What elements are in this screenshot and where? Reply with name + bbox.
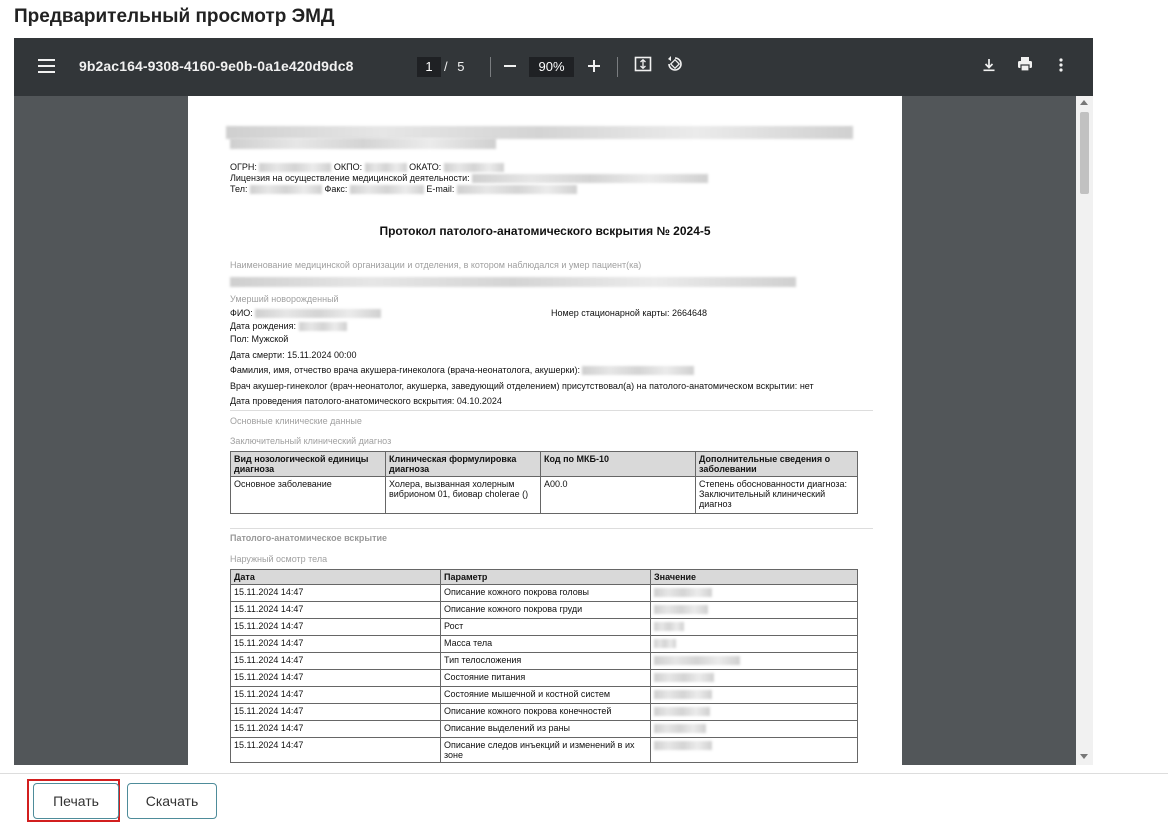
table-row <box>231 670 858 687</box>
redacted-value <box>651 670 858 687</box>
table-cell: Описание кожного покрова груди <box>441 602 651 619</box>
zoom-input[interactable]: 90% <box>529 57 574 77</box>
table-cell: Описание выделений из раны <box>441 721 651 738</box>
download-icon[interactable] <box>977 55 1001 79</box>
table-cell: 15.11.2024 14:47 <box>231 602 441 619</box>
table-header: Дата <box>231 570 441 585</box>
pdf-viewer <box>14 38 1093 765</box>
redacted-value <box>651 721 858 738</box>
table-row <box>231 619 858 636</box>
scrollbar[interactable] <box>1076 96 1093 765</box>
diagnosis-table <box>230 451 858 514</box>
zoom-in-icon[interactable] <box>582 55 606 79</box>
license-line <box>230 173 708 183</box>
org-caption: Наименование медицинской организации и отделения, в котором наблюдался и умер пациент(ка) <box>230 260 642 270</box>
doctor-label: Фамилия, имя, отчество врача акушера-гинеколога (врача-неонатолога, акушерки): <box>230 365 580 375</box>
table-row <box>231 477 858 514</box>
table-cell: Описание кожного покрова конечностей <box>441 704 651 721</box>
table-header: Дополнительные сведения о заболевании <box>696 452 858 477</box>
table-header: Код по МКБ-10 <box>541 452 696 477</box>
redacted-org-address <box>230 138 496 149</box>
contacts-line <box>230 184 577 194</box>
page-number-input[interactable]: 1 <box>417 57 441 77</box>
footer-divider <box>0 773 1168 774</box>
table-cell: Состояние мышечной и костной систем <box>441 687 651 704</box>
menu-icon[interactable] <box>38 59 55 73</box>
email-label: E-mail: <box>426 184 455 194</box>
sex-line: Пол: Мужской <box>230 334 289 344</box>
redacted-org-department <box>230 276 796 287</box>
scrollbar-thumb[interactable] <box>1080 112 1089 194</box>
redacted-value <box>651 619 858 636</box>
card-number: Номер стационарной карты: 2664648 <box>551 308 707 318</box>
table-cell: 15.11.2024 14:47 <box>231 704 441 721</box>
page-total: 5 <box>457 59 465 74</box>
license-label: Лицензия на осуществление медицинской деятельности: <box>230 173 470 183</box>
table-header: Клиническая формулировка диагноза <box>386 452 541 477</box>
table-cell: 15.11.2024 14:47 <box>231 738 441 763</box>
scroll-down-icon[interactable] <box>1080 754 1088 759</box>
table-cell: A00.0 <box>541 477 696 514</box>
table-cell: 15.11.2024 14:47 <box>231 619 441 636</box>
table-cell: 15.11.2024 14:47 <box>231 721 441 738</box>
table-cell: Описание следов инъекций и изменений в их зоне <box>441 738 651 763</box>
table-cell: Холера, вызванная холерным вибрионом 01, биовар cholerae () <box>386 477 541 514</box>
table-cell: 15.11.2024 14:47 <box>231 585 441 602</box>
birth-line <box>230 321 347 331</box>
table-cell: Описание кожного покрова головы <box>441 585 651 602</box>
table-row <box>231 687 858 704</box>
table-cell: Степень обоснованности диагноза: Заключительный клинический диагноз <box>696 477 858 514</box>
page-separator: / <box>444 59 448 74</box>
redacted-value <box>651 585 858 602</box>
scroll-up-icon[interactable] <box>1080 100 1088 105</box>
document-title: Протокол патолого-анатомического вскрытия № 2024-5 <box>379 224 711 238</box>
toolbar-divider <box>490 57 491 77</box>
table-row <box>231 636 858 653</box>
table-cell: Состояние питания <box>441 670 651 687</box>
document-area[interactable] <box>14 96 1076 765</box>
clinical-caption: Основные клинические данные <box>230 416 362 426</box>
table-header: Значение <box>651 570 858 585</box>
document-filename: 9b2ac164-9308-4160-9e0b-0a1e420d9dc8 <box>79 58 354 74</box>
redacted-value <box>651 602 858 619</box>
death-date: Дата смерти: 15.11.2024 00:00 <box>230 350 357 360</box>
external-caption: Наружный осмотр тела <box>230 554 328 564</box>
doctor-line <box>230 365 694 375</box>
redacted-value <box>651 636 858 653</box>
document-page <box>188 96 902 765</box>
fio-label: ФИО: <box>230 308 253 318</box>
ogrn-label: ОГРН: <box>230 162 257 172</box>
table-row <box>231 653 858 670</box>
table-cell: 15.11.2024 14:47 <box>231 653 441 670</box>
table-row <box>231 585 858 602</box>
redacted-value <box>651 653 858 670</box>
table-cell: Масса тела <box>441 636 651 653</box>
table-cell: Тип телосложения <box>441 653 651 670</box>
autopsy-section-title: Патолого-анатомическое вскрытие <box>230 533 388 543</box>
page-title: Предварительный просмотр ЭМД <box>14 6 335 27</box>
table-cell: 15.11.2024 14:47 <box>231 670 441 687</box>
tel-label: Тел: <box>230 184 248 194</box>
table-cell: Основное заболевание <box>231 477 386 514</box>
table-row <box>231 738 858 763</box>
toolbar-divider <box>617 57 618 77</box>
final-diag-caption: Заключительный клинический диагноз <box>230 436 392 446</box>
table-cell: 15.11.2024 14:47 <box>231 636 441 653</box>
redacted-value <box>651 738 858 763</box>
divider <box>230 410 873 411</box>
okato-label: ОКАТО: <box>409 162 442 172</box>
autopsy-date: Дата проведения патолого-анатомического вскрытия: 04.10.2024 <box>230 396 502 406</box>
table-header: Параметр <box>441 570 651 585</box>
zoom-out-icon[interactable] <box>498 55 522 79</box>
rotate-icon[interactable] <box>663 55 687 79</box>
table-cell: Рост <box>441 619 651 636</box>
deceased-caption: Умерший новорожденный <box>230 294 339 304</box>
redacted-value <box>651 687 858 704</box>
redacted-value <box>651 704 858 721</box>
fit-page-icon[interactable] <box>631 55 655 79</box>
table-header: Вид нозологической единицы диагноза <box>231 452 386 477</box>
ogrn-line <box>230 162 504 172</box>
table-row <box>231 602 858 619</box>
table-row <box>231 704 858 721</box>
exam-table <box>230 569 858 763</box>
download-button[interactable]: Скачать <box>127 783 217 819</box>
table-cell: 15.11.2024 14:47 <box>231 687 441 704</box>
viewer-toolbar <box>14 38 1093 96</box>
divider <box>230 528 873 529</box>
print-icon[interactable] <box>1013 55 1037 79</box>
doctor-present: Врач акушер-гинеколог (врач-неонатолог, акушерка, заведующий отделением) присутствовал(а) на патолого-анатомическом вскрытии: нет <box>230 381 814 391</box>
page-count <box>444 59 464 74</box>
table-row <box>231 721 858 738</box>
birth-label: Дата рождения: <box>230 321 296 331</box>
print-button[interactable]: Печать <box>33 783 119 819</box>
okpo-label: ОКПО: <box>333 162 363 172</box>
fax-label: Факс: <box>324 184 348 194</box>
fio-line <box>230 308 381 318</box>
more-icon[interactable] <box>1049 55 1073 79</box>
